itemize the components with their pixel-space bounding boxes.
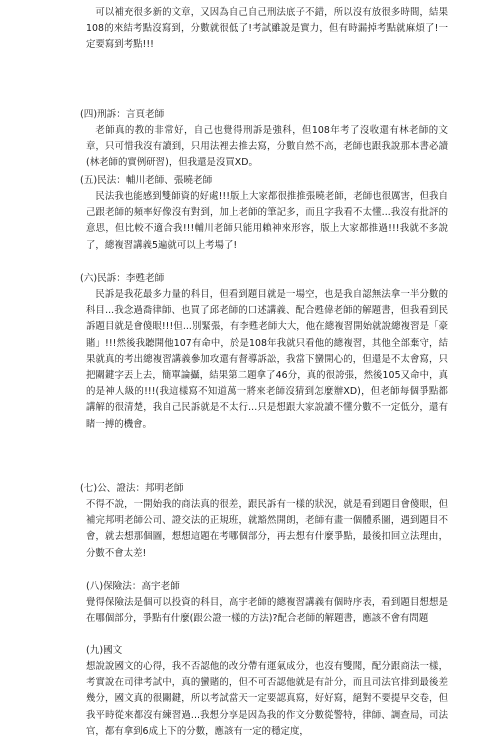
section-heading-chinese: (九)國文 [86, 645, 123, 656]
body-text: 老師真的教的非常好，自己也覺得刑訴是強科，但108年考了沒收還有林老師的文章，只可惜我沒有讀到，只用法裡去推去寫，分數自然不高，老師也跟我說那本書必讀(林老師的實例研習)，但我還是沒買XD。 [86, 125, 448, 169]
body-text: 不得不說，一開始我的商法真的很差，跟民訴有一樣的狀況，就是看到題目會傻眼，但補完邦明老師公司、證交法的正規班，就豁然開朗，老師有畫一個體系圖，遇到題目不會，就去想那個圖，想想這題在考哪個部分，再去想有什麼爭點，最後扣回立法理由，分數不會太差! [86, 499, 448, 559]
section-heading-criminal-procedure: (四)刑訴：言頁老師 [80, 109, 165, 120]
section-body-civil-law [86, 189, 448, 254]
section-body-criminal-procedure [86, 123, 448, 172]
body-text: 民法我也能感到雙師資的好處!!!版上大家都很推推張曉老師，老師也很厲害，但我自己跟老師的頻率好像沒有對到，加上老師的筆記多，而且字我看不太懂...我沒有批評的意思，但比較不適合我!!!輔川老師只能用賴神來形容，版上大家都推過!!!我就不多說了，總複習講義5遍就可以上考場了! [86, 191, 448, 251]
section-body-insurance-law [86, 595, 448, 627]
section-body-company-securities-law [86, 497, 448, 562]
body-text: 想說說國文的心得，我不否認他的改分帶有運氣成分，也沒有雙聞，配分跟商法一樣，考實說在司律考試中，真的蠻賭的，但不可否認他就是有計分，而且司法官排到最後差幾分，國文真的很關鍵，所以考試當天一定要認真寫，好好寫，絕對不要提早交卷，但我平時從來都沒有練習過...我想分享是因為我的作文分數從警特，律師、調查局，司法官，都有拿到6成上下的分數，應該有一定的穩定度， [86, 661, 448, 737]
section-heading-civil-procedure: (六)民訴：李甦老師 [80, 273, 165, 284]
body-text: 覺得保險法是個可以投資的科目，高宇老師的總複習講義有個時序表，看到題目想想是在哪個部分，爭點有什麼(跟公證一樣的方法)?配合老師的解題書，應該不會有問題 [86, 597, 448, 625]
section-heading-insurance-law: (八)保險法：高宇老師 [86, 581, 180, 592]
preface-text: 可以補充很多新的文章，又因為自己自己刑法底子不錯，所以沒有放很多時間，結果108的來結考點沒寫到，分數就很低了!考試雖說是實力，但有時漏掉考點就麻煩了!一定要寫到考點!!! [86, 7, 448, 51]
section-heading-civil-law: (五)民法：輔川老師、張曉老師 [80, 175, 213, 186]
section-body-civil-procedure [86, 287, 448, 433]
preface-paragraph [86, 5, 448, 54]
section-heading-company-securities-law: (七)公、證法：邦明老師 [80, 483, 184, 494]
body-text: 民訴是我花最多力量的科目，但看到題目就是一場空，也是我自認無法拿一半分數的科目...我念過喬律師、也買了邱老師的口述講義、配合甦偉老師的解題書，但我看到民訴題目就是會傻眼!!!但...別緊張，有李甦老師大大，他在總複習開始就說總複習是「豪賭」!!!然後我聽開他107有命中，於是108年我就只看他的總複習，其他全部棄守，結果就真的考出總複習講義參加攻還有督導訴訟，我當下蠻開心的，但還是不太會寫，只把關鍵字丟上去，簡單論攝，結果第二題拿了46分，真的很誇張，然後105又命中，真的是神人級的!!!(我這樣寫不知道萬一將來老師沒猜到怎麼辦XD)，但老師每個爭點都講解的很清楚，我自己民訴就是不太行...只是想跟大家說讀不懂分數不一定低分，還有睹一搏的機會。 [86, 289, 448, 430]
